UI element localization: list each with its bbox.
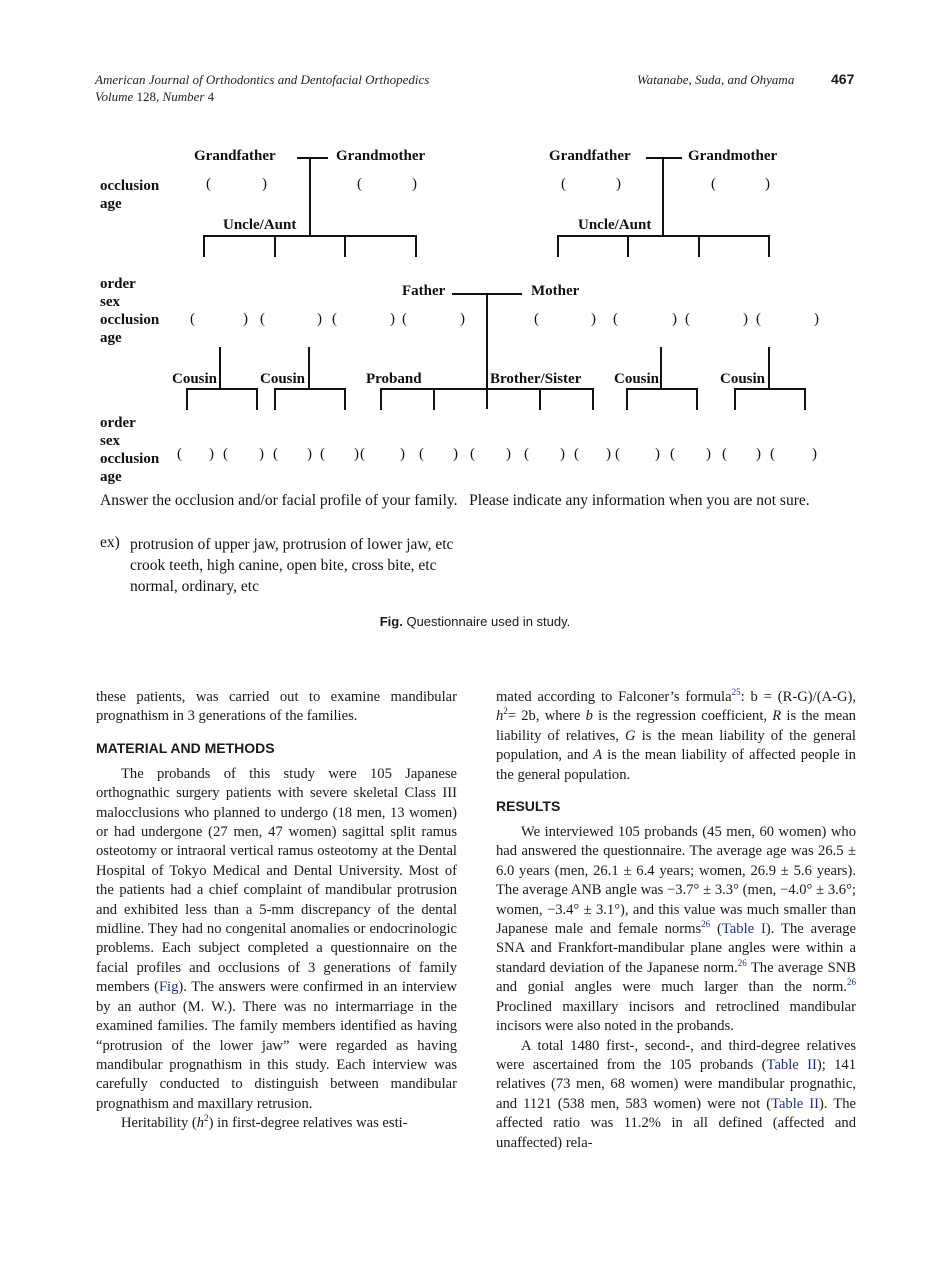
- paren: ): [591, 311, 596, 327]
- label-age: age: [100, 196, 122, 212]
- tick: [415, 235, 417, 257]
- paren: (: [223, 446, 228, 462]
- g-variable: G: [625, 727, 636, 744]
- issue-number: 4: [207, 89, 215, 104]
- reference-link[interactable]: 26: [847, 977, 856, 988]
- paren: ): [606, 446, 611, 462]
- grandfather-answer-close-right: ): [616, 176, 621, 192]
- right-grandfather-label: Grandfather: [549, 148, 631, 164]
- label-age: age: [100, 469, 122, 485]
- paren: ): [672, 311, 677, 327]
- r-variable: R: [772, 708, 782, 725]
- paren: (: [756, 311, 761, 327]
- tick: [274, 388, 276, 410]
- text: ) in first-degree relatives was esti-: [208, 1115, 408, 1132]
- table-ii-link[interactable]: Table II: [766, 1056, 817, 1073]
- instruction-text: [100, 492, 810, 510]
- right-column: [496, 688, 856, 1153]
- left-descent-line: [309, 157, 311, 236]
- paren: (: [770, 446, 775, 462]
- label-order: order: [100, 415, 136, 431]
- example-line: protrusion of upper jaw, protrusion of lower jaw, etc: [130, 536, 454, 553]
- text: (: [710, 921, 722, 938]
- tick: [186, 388, 188, 410]
- grandmother-answer-close-right: ): [765, 176, 770, 192]
- paren: ): [400, 446, 405, 462]
- grandmother-answer-open: (: [357, 176, 362, 192]
- paren: (: [670, 446, 675, 462]
- left-sibling-bar: [203, 235, 417, 237]
- paren: ): [812, 446, 817, 462]
- example-line: normal, ordinary, etc: [130, 578, 259, 595]
- label-sex: sex: [100, 294, 120, 310]
- text: Heritability (: [121, 1115, 197, 1132]
- reference-link[interactable]: 26: [701, 919, 711, 930]
- text: ). The average SNA and Frankfort-mandibular plane angles were within a standard deviation of the Japanese norm.: [496, 921, 857, 976]
- paren: ): [560, 446, 565, 462]
- volume-prefix: Volume: [95, 89, 137, 104]
- paren: (: [685, 311, 690, 327]
- left-column: [96, 688, 457, 1134]
- section-heading-methods: MATERIAL AND METHODS: [96, 739, 275, 756]
- paren: ): [506, 446, 511, 462]
- paren: ): [756, 446, 761, 462]
- tick: [626, 388, 628, 410]
- paren: (: [402, 311, 407, 327]
- cousin-label-1: Cousin: [172, 371, 218, 387]
- father-label: Father: [402, 283, 446, 299]
- tick: [274, 235, 276, 257]
- cousin-bar-2: [274, 388, 346, 390]
- paren: ): [317, 311, 322, 327]
- proband-label: Proband: [366, 371, 422, 387]
- left-grandmother-label: Grandmother: [336, 148, 426, 164]
- paren: (: [524, 446, 529, 462]
- section-heading-results: RESULTS: [496, 798, 561, 815]
- text: ). The affected ratio was 11.2% in all defined (affected and unaffected) rela-: [496, 1095, 856, 1151]
- label-occlusion: occlusion: [100, 451, 160, 467]
- paren: ): [453, 446, 458, 462]
- paren: (: [260, 311, 265, 327]
- tick: [539, 388, 541, 410]
- grandmother-answer-close: ): [412, 176, 417, 192]
- running-authors: Watanabe, Suda, and Ohyama: [637, 72, 795, 87]
- text: : b = (R-G)/(A-G),: [740, 689, 856, 705]
- cousin-descent-line: [219, 347, 221, 389]
- text: is the mean liability of relatives,: [496, 708, 856, 744]
- tick: [433, 388, 435, 410]
- grandfather-answer-open-right: (: [561, 176, 566, 192]
- cousin-bar-3: [626, 388, 698, 390]
- tick: [696, 388, 698, 410]
- label-occlusion: occlusion: [100, 312, 160, 328]
- paragraph-results-1: [496, 823, 856, 1036]
- paren: (: [332, 311, 337, 327]
- superscript: 2: [204, 1113, 209, 1124]
- brother-sister-label: Brother/Sister: [490, 371, 582, 387]
- paren: ): [706, 446, 711, 462]
- text: is the mean liability of the general population, and: [496, 727, 856, 764]
- paren: (: [615, 446, 620, 462]
- paragraph-intro-end: these patients, was carried out to examine mandibular prognathism in 3 generations of the families.: [96, 689, 457, 725]
- h-variable: h: [196, 1115, 205, 1132]
- text: The probands of this study were 105 Japanese orthognathic surgery patients with severe skeletal Class III malocclusions who planned to undergo (18 men, 13 women) or had undergone (27 men, 47 women) sagittal split ramus osteotomy or intraoral vertical ramus osteotomy at the Dental Hospital of Tokyo Medical and Dental University. Most of the patients had a chief complaint of mandibular protrusion and exhibited less than a 5-mm discrepancy of the dental midline. They had no congenital anomalies or endocrinologic problems. Each subject completed a questionnaire on the facial profiles and occlusions of 3 generations of family members (: [96, 765, 457, 996]
- paren: ): [390, 311, 395, 327]
- cousin-descent-line: [660, 347, 662, 389]
- paren: (: [177, 446, 182, 462]
- text: ); 141 relatives (73 men, 68 women) were mandibular prognathic, and 1121 (538 men, 583 women) were not (: [496, 1056, 856, 1112]
- row-labels-parents: [100, 275, 159, 347]
- tick: [344, 235, 346, 257]
- right-uncle-aunt-label: Uncle/Aunt: [578, 217, 652, 233]
- left-grandfather-label: Grandfather: [194, 148, 276, 164]
- text: Proclined maxillary incisors and retroclined mandibular incisors were also noted in the probands.: [496, 998, 856, 1035]
- table-i-link[interactable]: Table I: [721, 921, 766, 938]
- reference-link[interactable]: 26: [737, 958, 747, 969]
- label-order: order: [100, 276, 136, 292]
- caption-label: Fig.: [379, 614, 403, 629]
- tick: [203, 235, 205, 257]
- right-marriage-line: [646, 157, 682, 159]
- tick: [592, 388, 594, 410]
- paragraph-results-2: [496, 1037, 856, 1153]
- tick: [804, 388, 806, 410]
- paragraph-methods: [96, 765, 457, 1114]
- tick: [627, 235, 629, 257]
- cousin-descent-line: [308, 347, 310, 389]
- sibling-bar: [380, 388, 594, 390]
- paren: (: [360, 446, 365, 462]
- paren: ): [814, 311, 819, 327]
- example-line: crook teeth, high canine, open bite, cross bite, etc: [130, 557, 437, 574]
- paren: (: [470, 446, 475, 462]
- paren: (: [190, 311, 195, 327]
- tick: [768, 235, 770, 257]
- text: A total 1480 first-, second-, and third-degree relatives were ascertained from the 105 probands (: [496, 1037, 856, 1073]
- mother-label: Mother: [531, 283, 580, 299]
- tick: [734, 388, 736, 410]
- instruction-2: Please indicate any information when you are not sure.: [469, 492, 810, 509]
- figure-caption: [0, 614, 950, 629]
- text: = 2b, where: [507, 708, 586, 725]
- table-ii-link[interactable]: Table II: [771, 1095, 820, 1112]
- number-prefix: , Number: [156, 89, 208, 104]
- caption-text: Questionnaire used in study.: [406, 614, 571, 629]
- left-uncle-aunt-label: Uncle/Aunt: [223, 217, 297, 233]
- cousin-label-3: Cousin: [614, 371, 660, 387]
- paren: ): [209, 446, 214, 462]
- cousin-label-4: Cousin: [720, 371, 766, 387]
- paren: ): [743, 311, 748, 327]
- row-labels-children: [100, 414, 159, 486]
- tick: [344, 388, 346, 410]
- h-variable: h: [496, 708, 504, 725]
- grandfather-answer-close: ): [262, 176, 267, 192]
- figure-link[interactable]: Fig: [158, 979, 179, 996]
- label-occlusion: occlusion: [100, 178, 160, 194]
- cousin-descent-line: [768, 347, 770, 389]
- right-descent-line: [662, 157, 664, 236]
- paren: ): [243, 311, 248, 327]
- tick: [557, 235, 559, 257]
- text: ). The answers were confirmed in an interview by an author (M. W.). There was no intermarriage in the examined families. The family members identified as having “protrusion of the lower jaw” were regarded as having mandibular prognathism in this study. Each interview was carefully conducted to distinguish between mandibular prognathism and maxillary retrusion.: [96, 979, 457, 1112]
- label-sex: sex: [100, 433, 120, 449]
- a-variable: A: [593, 747, 603, 764]
- tick: [256, 388, 258, 410]
- tick: [698, 235, 700, 257]
- cousin-bar-1: [186, 388, 258, 390]
- grandfather-answer-open: (: [206, 176, 211, 192]
- b-variable: b: [585, 708, 593, 725]
- right-grandmother-label: Grandmother: [688, 148, 778, 164]
- paragraph-heritability: [96, 1114, 457, 1133]
- right-sibling-bar: [557, 235, 770, 237]
- cousin-bar-4: [734, 388, 806, 390]
- parents-descent-line: [486, 293, 488, 409]
- paren: (: [613, 311, 618, 327]
- paren: ): [354, 446, 359, 462]
- volume-number: 128: [136, 89, 157, 104]
- paren: ): [655, 446, 660, 462]
- paragraph-formula: [496, 688, 856, 785]
- paren: (: [320, 446, 325, 462]
- text: The average SNB and gonial angles were much larger than the norm.: [496, 959, 856, 996]
- row-labels-grandparents: [100, 177, 159, 213]
- paren: (: [273, 446, 278, 462]
- label-age: age: [100, 330, 122, 346]
- paren: ): [460, 311, 465, 327]
- left-marriage-line: [297, 157, 328, 159]
- paren: (: [722, 446, 727, 462]
- paren: ): [259, 446, 264, 462]
- journal-title: American Journal of Orthodontics and Dentofacial Orthopedics: [95, 72, 430, 87]
- page-number: 467: [831, 71, 855, 87]
- example-list: [130, 534, 453, 597]
- instruction-1: Answer the occlusion and/or facial profile of your family.: [100, 492, 458, 509]
- grandmother-answer-open-right: (: [711, 176, 716, 192]
- paren: ): [307, 446, 312, 462]
- text: mated according to Falconer’s formula: [496, 689, 732, 705]
- text: is the regression coefficient,: [592, 708, 773, 725]
- text: is the mean liability of affected people in the general population.: [496, 747, 856, 783]
- text: We interviewed 105 probands (45 men, 60 women) who had answered the questionnaire. The average age was 26.5 ± 6.0 years (men, 26.1 ± 6.4 years; women, 26.9 ± 5.6 years). The average ANB angle was −3.7° ± 3.3° (men, −4.0° ± 3.6°; women, −3.4° ± 3.1°), and this value was much smaller than Japanese male and female norms: [496, 824, 856, 938]
- paren: (: [574, 446, 579, 462]
- superscript: 2: [503, 706, 508, 717]
- reference-link[interactable]: 25: [731, 687, 741, 698]
- cousin-label-2: Cousin: [260, 371, 306, 387]
- example-prefix: ex): [100, 534, 120, 551]
- paren: (: [419, 446, 424, 462]
- tick: [380, 388, 382, 410]
- paren: (: [534, 311, 539, 327]
